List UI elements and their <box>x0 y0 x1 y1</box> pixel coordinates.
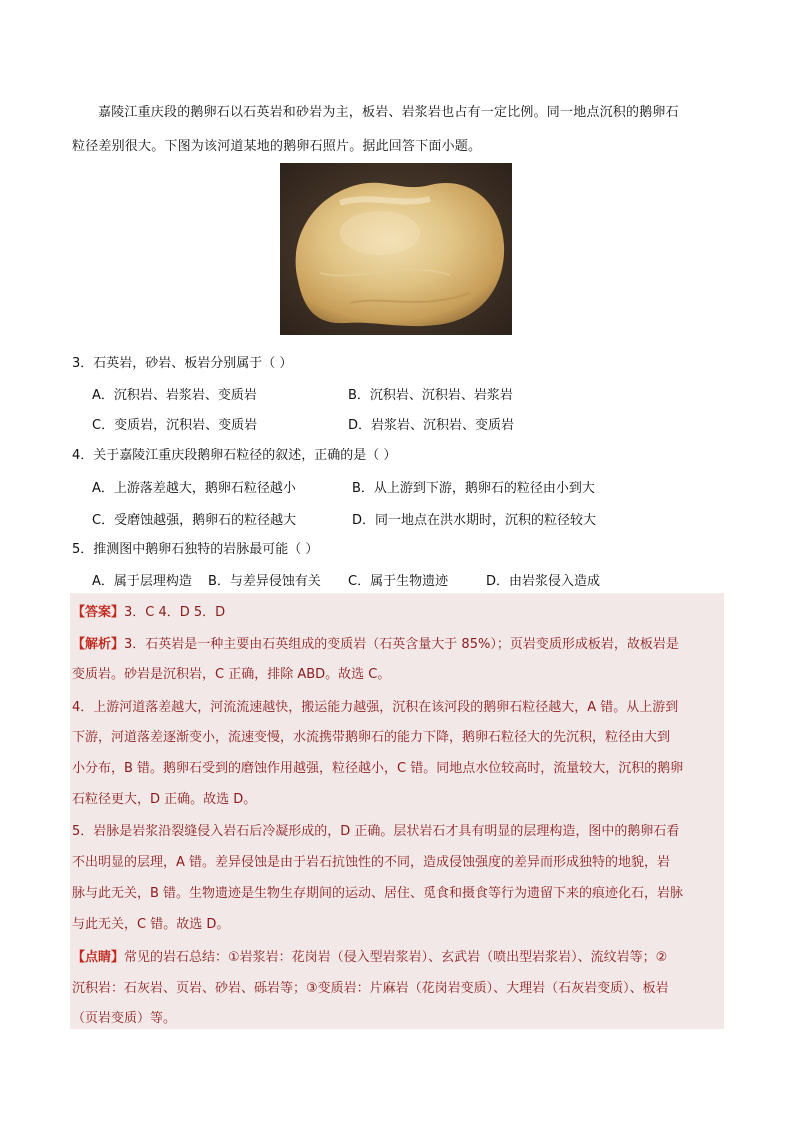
question-5-stem: 5．推测图中鹅卵石独特的岩脉最可能（ ） <box>72 542 319 557</box>
answer-tag: 【答案】 <box>72 605 125 620</box>
q5-option-d: D．由岩浆侵入造成 <box>486 574 601 589</box>
analysis-line-2: 变质岩。砂岩是沉积岩，C 正确，排除 ABD。故选 C。 <box>72 667 391 682</box>
q5-option-a: A．属于层理构造 <box>92 574 192 589</box>
answer-line <box>72 601 722 620</box>
analysis-line-7: 5．岩脉是岩浆沿裂缝侵入岩石后冷凝形成的，D 正确。层状岩石才具有明显的层理构造，图中的鹅卵石看 <box>72 824 680 839</box>
q4-option-c: C．受磨蚀越强，鹅卵石的粒径越大 <box>92 513 297 528</box>
analysis-line-10: 与此无关，C 错。故选 D。 <box>72 917 230 932</box>
tip-line-2: 沉积岩：石灰岩、页岩、砂岩、砾岩等；③变质岩：片麻岩（花岗岩变质）、大理岩（石灰岩变质）、板岩 <box>72 981 669 996</box>
q5-option-b: B．与差异侵蚀有关 <box>208 574 321 589</box>
pebble-photo <box>280 163 512 335</box>
intro-line-1: 嘉陵江重庆段的鹅卵石以石英岩和砂岩为主，板岩、岩浆岩也占有一定比例。同一地点沉积的鹅卵石 <box>98 105 679 120</box>
tip-line-3: （页岩变质）等。 <box>72 1011 177 1026</box>
q4-option-b: B．从上游到下游，鹅卵石的粒径由小到大 <box>352 481 595 496</box>
intro-paragraph <box>72 96 724 164</box>
intro-line-2: 粒径差别很大。下图为该河道某地的鹅卵石照片。据此回答下面小题。 <box>72 139 482 154</box>
q3-option-b: B．沉积岩、沉积岩、岩浆岩 <box>348 388 513 403</box>
analysis-line-4: 下游，河道落差逐渐变小，流速变慢，水流携带鹅卵石的能力下降，鹅卵石粒径大的先沉积，粒径由大到 <box>72 730 671 745</box>
analysis-line-6: 石粒径更大，D 正确。故选 D。 <box>72 792 257 807</box>
analysis-line-3: 4．上游河道落差越大，河流流速越快，搬运能力越强，沉积在该河段的鹅卵石粒径越大，A 错。从上游到 <box>72 700 679 715</box>
pebble-image <box>280 163 512 335</box>
tip-tag: 【点睛】 <box>72 950 125 965</box>
analysis-text-1: 3．石英岩是一种主要由石英组成的变质岩（石英含量大于 85%）；页岩变质形成板岩，故板岩是 <box>124 637 679 652</box>
tip-text-1: 常见的岩石总结：①岩浆岩：花岗岩（侵入型岩浆岩）、玄武岩（喷出型岩浆岩）、流纹岩等；② <box>124 950 668 965</box>
q4-option-a: A．上游落差越大，鹅卵石粒径越小 <box>92 481 296 496</box>
q4-option-d: D．同一地点在洪水期时，沉积的粒径较大 <box>352 513 597 528</box>
analysis-line-1 <box>72 633 722 652</box>
q3-option-d: D．岩浆岩、沉积岩、变质岩 <box>348 418 515 433</box>
q5-option-c: C．属于生物遗迹 <box>348 574 449 589</box>
analysis-tag: 【解析】 <box>72 637 125 652</box>
q3-option-a: A．沉积岩、岩浆岩、变质岩 <box>92 388 257 403</box>
analysis-line-9: 脉与此无关，B 错。生物遗迹是生物生存期间的运动、居住、觅食和摄食等行为遗留下来的痕迹化石，岩脉 <box>72 886 684 901</box>
question-4-stem: 4．关于嘉陵江重庆段鹅卵石粒径的叙述，正确的是（ ） <box>72 448 397 463</box>
question-3-stem: 3．石英岩，砂岩、板岩分别属于（ ） <box>72 356 293 371</box>
q3-option-c: C．变质岩，沉积岩、变质岩 <box>92 418 258 433</box>
analysis-line-8: 不出明显的层理，A 错。差异侵蚀是由于岩石抗蚀性的不同，造成侵蚀强度的差异而形成独特的地貌，岩 <box>72 855 671 870</box>
analysis-line-5: 小分布，B 错。鹅卵石受到的磨蚀作用越强，粒径越小，C 错。同地点水位较高时，流量较大，沉积的鹅卵 <box>72 761 684 776</box>
tip-line-1 <box>72 946 722 965</box>
answer-text: 3．C 4．D 5．D <box>124 605 226 620</box>
